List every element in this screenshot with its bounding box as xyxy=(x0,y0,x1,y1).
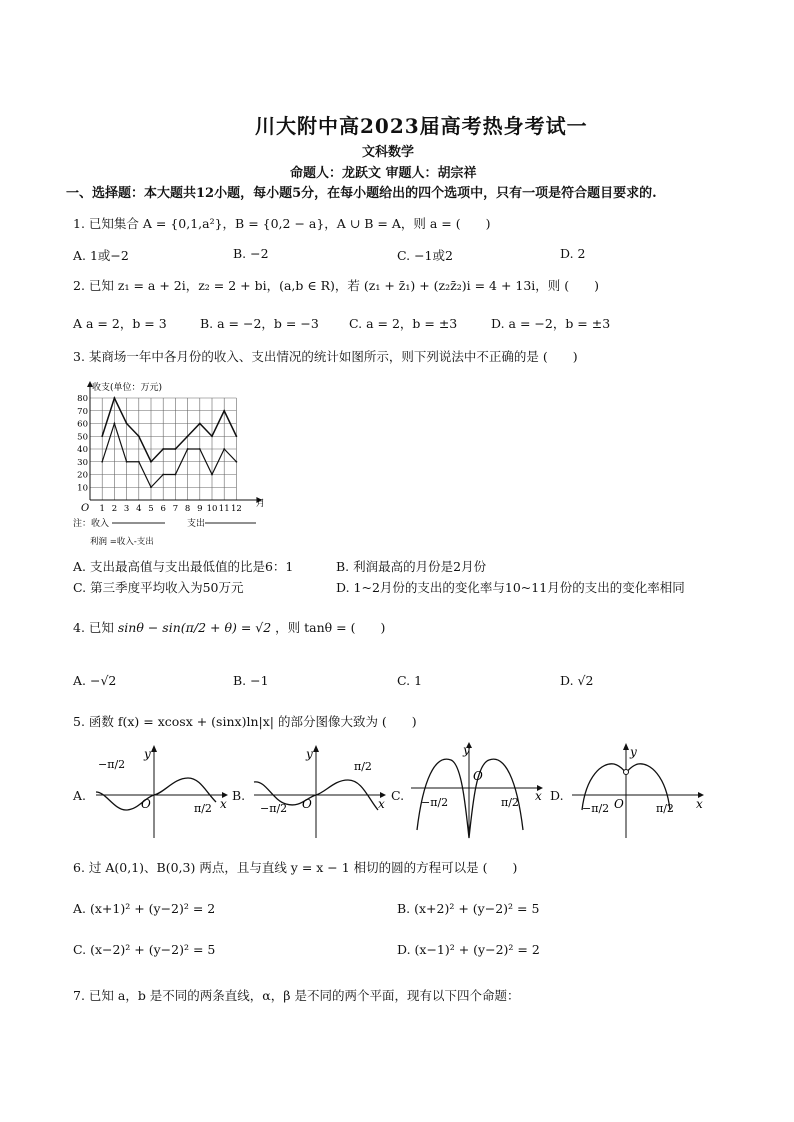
chart-x-tick-label: 11 xyxy=(218,504,230,514)
q6-option-c: C. (x−2)² + (y−2)² = 5 xyxy=(73,942,216,957)
q2-option-b: B. a = −2，b = −3 xyxy=(200,316,319,331)
graph-b-y-label: y xyxy=(306,747,313,761)
chart-point xyxy=(126,423,128,425)
chart-series-income xyxy=(102,398,236,462)
chart-point xyxy=(101,435,103,437)
question-7-stem: 7. 已知 a，b 是不同的两条直线，α，β 是不同的两个平面，现有以下四个命题： xyxy=(73,988,520,1003)
graph-a-x-label: x xyxy=(220,797,227,811)
q4-formula: sinθ − sin(π/2 + θ) = √2 xyxy=(117,620,272,635)
chart-origin: O xyxy=(81,503,90,514)
income-expense-chart xyxy=(70,378,280,550)
q3-option-c: C. 第三季度平均收入为50万元 xyxy=(73,580,244,595)
q5-option-d-label: D. xyxy=(550,788,564,803)
chart-x-tick-label: 3 xyxy=(123,504,130,514)
chart-point xyxy=(211,435,213,437)
chart-x-tick-label: 9 xyxy=(197,504,203,514)
chart-y-tick-label: 80 xyxy=(77,394,88,404)
graph-a-origin: O xyxy=(141,797,151,811)
authors-line: 命题人：龙跃文 审题人：胡宗祥 xyxy=(290,166,477,181)
graph-b-neg-pi2: −π/2 xyxy=(260,802,288,815)
chart-ticks xyxy=(77,394,242,514)
q4-option-a: A. −√2 xyxy=(73,673,117,688)
chart-point xyxy=(138,461,140,463)
q2-option-d: D. a = −2，b = ±3 xyxy=(491,316,611,331)
question-4-stem xyxy=(73,618,385,636)
q3-option-a: A. 支出最高值与支出最低值的比是6：1 xyxy=(73,559,294,574)
legend-profit: 利润 =收入-支出 xyxy=(90,537,154,547)
q1-option-c: C. −1或2 xyxy=(397,248,453,263)
q4-suffix: ，则 tanθ = ( ) xyxy=(275,620,386,635)
chart-x-tick-label: 2 xyxy=(111,504,118,514)
question-2-stem: 2. 已知 z₁ = a + 2i，z₂ = 2 + bi，(a,b ∈ R)，若 (z₁ + z̄₁) + (z₂z̄₂)i = 4 + 13i，则 ( ) xyxy=(73,278,600,293)
q3-option-b: B. 利润最高的月份是2月份 xyxy=(336,559,487,574)
graph-b-x-label: x xyxy=(378,797,385,811)
graph-c xyxy=(407,740,547,840)
chart-point xyxy=(101,461,103,463)
question-3-stem: 3. 某商场一年中各月份的收入、支出情况的统计如图所示，则下列说法中不正确的是 ( ) xyxy=(73,349,578,364)
chart-x-tick-label: 10 xyxy=(206,504,218,514)
chart-point xyxy=(150,461,152,463)
chart-point xyxy=(211,474,213,476)
chart-x-tick-label: 6 xyxy=(160,504,166,514)
chart-point xyxy=(187,435,189,437)
graph-a-pi2: π/2 xyxy=(194,802,212,815)
chart-y-tick-label: 50 xyxy=(77,432,88,443)
q1-option-d: D. 2 xyxy=(560,246,586,261)
graph-b-origin: O xyxy=(302,797,312,811)
graph-a-y-label: y xyxy=(144,747,151,761)
graph-b xyxy=(250,740,390,840)
chart-point xyxy=(175,448,177,450)
q1-option-a: A. 1或−2 xyxy=(73,248,129,263)
chart-y-tick-label: 60 xyxy=(77,419,88,430)
chart-x-tick-label: 12 xyxy=(230,504,242,514)
graph-d-origin: O xyxy=(614,797,624,811)
q4-option-d: D. √2 xyxy=(560,673,594,688)
graph-d xyxy=(568,740,708,840)
chart-x-label: 月 xyxy=(256,499,266,509)
q5-option-c-label: C. xyxy=(391,788,405,803)
chart-point xyxy=(236,435,238,437)
graph-d-hole xyxy=(624,770,629,775)
graph-c-neg-pi2: −π/2 xyxy=(421,796,449,809)
chart-point xyxy=(114,423,116,425)
chart-point xyxy=(199,423,201,425)
graph-b-pi2: π/2 xyxy=(354,760,372,773)
chart-y-tick-label: 10 xyxy=(77,483,88,494)
chart-point xyxy=(223,448,225,450)
chart-point xyxy=(138,435,140,437)
chart-x-tick-label: 1 xyxy=(99,504,105,514)
q2-option-c: C. a = 2，b = ±3 xyxy=(349,316,458,331)
chart-point xyxy=(187,448,189,450)
chart-title: 收支(单位：万元) xyxy=(92,383,163,393)
chart-y-tick-label: 30 xyxy=(77,457,88,468)
page-title: 川大附中高2023届高考热身考试一 xyxy=(255,114,588,138)
graph-d-y-label: y xyxy=(630,745,637,759)
q4-option-c: C. 1 xyxy=(397,673,423,688)
graph-c-y-label: y xyxy=(463,743,470,757)
graph-c-pi2: π/2 xyxy=(501,796,519,809)
question-5-stem: 5. 函数 f(x) = xcosx + (sinx)ln|x| 的部分图像大致为 ( ) xyxy=(73,714,417,729)
chart-x-tick-label: 8 xyxy=(184,504,191,514)
q6-option-a: A. (x+1)² + (y−2)² = 2 xyxy=(73,901,216,916)
chart-point xyxy=(162,474,164,476)
chart-x-tick-label: 5 xyxy=(148,504,154,514)
graph-c-x-label: x xyxy=(535,789,542,803)
chart-point xyxy=(162,448,164,450)
chart-point xyxy=(150,486,152,488)
graph-d-pi2: π/2 xyxy=(656,802,674,815)
chart-y-tick-label: 40 xyxy=(77,445,88,455)
graph-d-neg-pi2: −π/2 xyxy=(582,802,610,815)
chart-point xyxy=(114,397,116,399)
chart-x-tick-label: 7 xyxy=(172,504,179,514)
legend-income: 注：收入 xyxy=(73,519,110,529)
chart-y-tick-label: 70 xyxy=(77,406,88,417)
graph-c-origin: O xyxy=(473,769,483,783)
q5-option-b-label: B. xyxy=(232,788,246,803)
q1-option-b: B. −2 xyxy=(233,246,269,261)
chart-point xyxy=(223,410,225,412)
chart-y-tick-label: 20 xyxy=(77,470,88,481)
q6-option-d: D. (x−1)² + (y−2)² = 2 xyxy=(397,942,540,957)
chart-point xyxy=(126,461,128,463)
q3-option-d: D. 1~2月份的支出的变化率与10~11月份的支出的变化率相同 xyxy=(336,580,685,595)
q5-option-a-label: A. xyxy=(73,788,87,803)
q6-option-b: B. (x+2)² + (y−2)² = 5 xyxy=(397,901,540,916)
chart-series-expense xyxy=(102,424,236,488)
chart-point xyxy=(199,448,201,450)
question-6-stem: 6. 过 A(0,1)、B(0,3) 两点，且与直线 y = x − 1 相切的圆的方程可以是 ( ) xyxy=(73,860,518,875)
q2-option-a: A a = 2，b = 3 xyxy=(73,316,167,331)
q4-option-b: B. −1 xyxy=(233,673,269,688)
chart-point xyxy=(236,461,238,463)
graph-d-x-label: x xyxy=(696,797,703,811)
graph-a xyxy=(92,740,232,840)
legend-expense: 支出 xyxy=(187,519,206,529)
question-1-stem: 1. 已知集合 A = {0,1,a²}，B = {0,2 − a}，A ∪ B = A，则 a = ( ) xyxy=(73,216,491,231)
subject-label: 文科数学 xyxy=(362,145,415,160)
q4-prefix: 4. 已知 xyxy=(73,620,114,635)
chart-x-tick-label: 4 xyxy=(136,504,142,514)
chart-point xyxy=(175,474,177,476)
section-heading: 一、选择题：本大题共12小题，每小题5分，在每小题给出的四个选项中，只有一项是符合题目要求的. xyxy=(66,186,657,201)
graph-a-neg-pi2: −π/2 xyxy=(98,758,126,771)
